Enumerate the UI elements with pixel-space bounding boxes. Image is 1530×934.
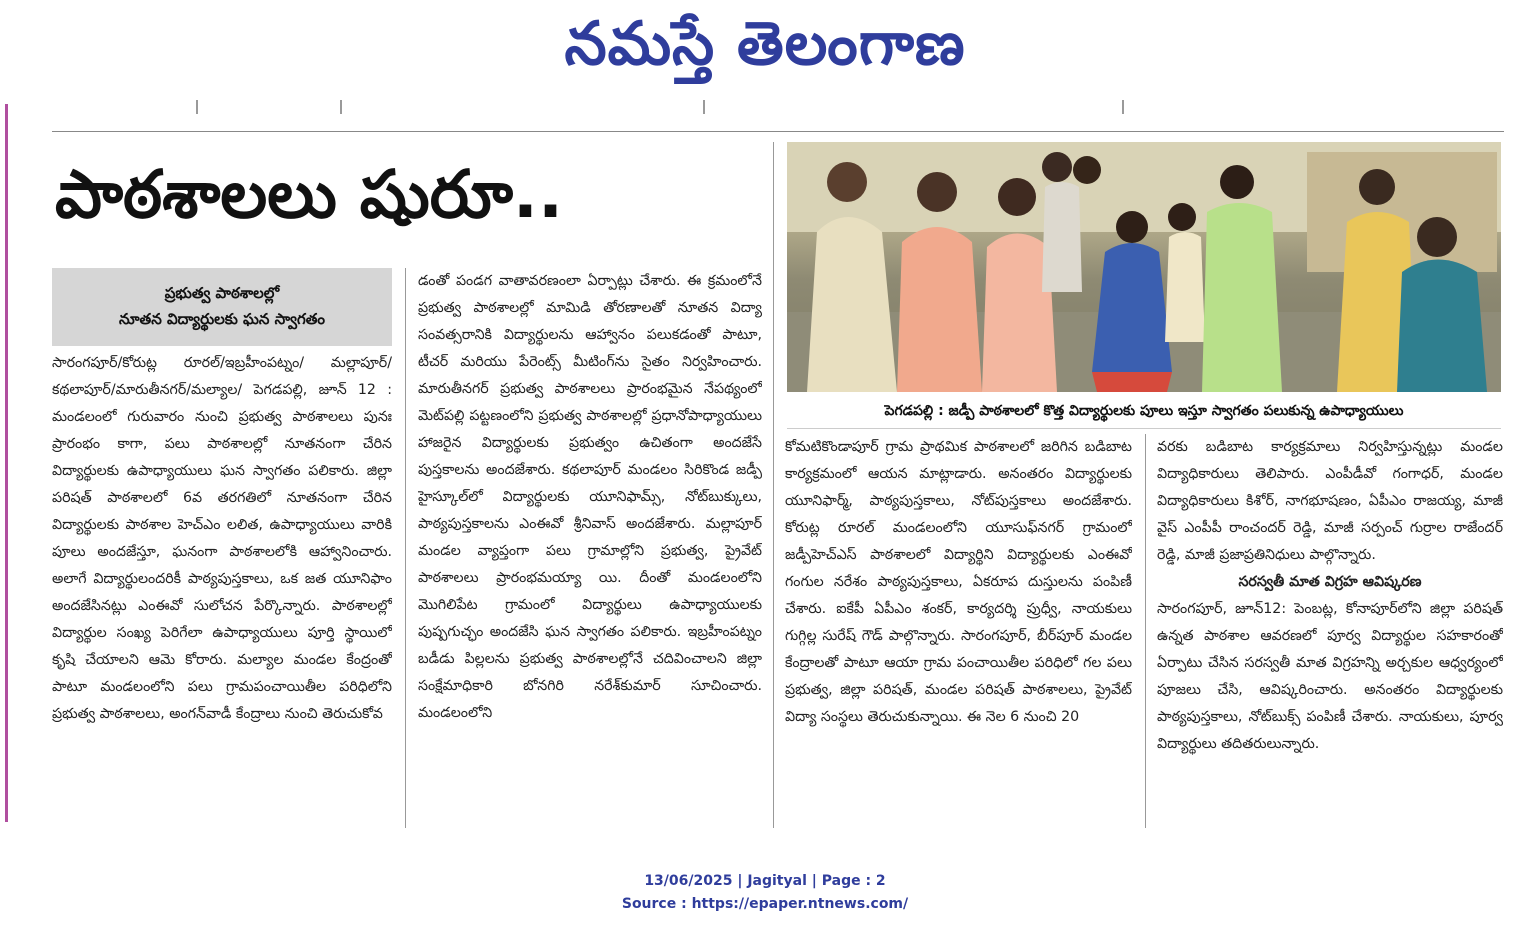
article-column-3 <box>785 434 1132 830</box>
article-column-2 <box>418 268 762 830</box>
column-divider <box>773 142 774 828</box>
deck-line: ప్రభుత్వ పాఠశాలల్లో <box>164 284 280 302</box>
article-column-1 <box>52 350 392 830</box>
column-divider <box>1145 434 1146 828</box>
top-divider-tick <box>340 100 342 114</box>
footer-edition-info: 13/06/2025 | Jagityal | Page : 2 <box>644 873 886 889</box>
newspaper-masthead: నమస్తే తెలంగాణ <box>564 9 966 79</box>
photo-illustration <box>787 142 1501 392</box>
column-text: సారంగపూర్, జూన్12: పెంబట్ల, కోనాపూర్‌లోని జిల్లా పరిషత్ ఉన్నత పాఠశాల ఆవరణలో పూర్వ విద్యార్థుల సహకారంతో ఏర్పాటు చేసిన సరస్వతీ మాత విగ్రహన్ని అర్చకుల ఆధ్వర్యంలో పూజలు చేసి, ఆవిష్కరించారు. అనంతరం విద్యార్థులకు పాఠ్యపుస్తకాలు, నోట్‌బుక్స్ పంపిణీ చేశారు. నాయకులు, పూర్వ విద్యార్థులు తదితరులున్నారు. <box>1157 601 1503 752</box>
column-text: సారంగపూర్/కోరుట్ల రూరల్/ఇబ్రహీంపట్నం/ మల్లాపూర్/కథలాపూర్/మారుతీనగర్/మల్యాల/ పెగడపల్లి, జూన్ 12 : మండలంలో గురువారం నుంచి ప్రభుత్వ పాఠశాలలు పునః ప్రారంభం కాగా, పలు పాఠశాలల్లో నూతనంగా చేరిన విద్యార్థులకు ఉపాధ్యాయులు ఘన స్వాగతం పలికారు. జిల్లా పరిషత్ పాఠశాలలో 6వ తరగతిలో నూతనంగా చేరిన విద్యార్థులకు పాఠశాల హెచ్ఎం లలిత, ఉపాధ్యాయులు వారికి పూలు అందజేస్తూ, ఘనంగా పాఠశాలలోకి ఆహ్వానించారు. అలాగే విద్యార్థులందరికీ పాఠ్యపుస్తకాలు, ఒక జత యూనిఫాం అందజేసినట్లు ఎంఈవో సులోచన పేర్కొన్నారు. పాఠశాలల్లో విద్యార్థుల సంఖ్య పెరిగేలా ఉపాధ్యాయులు పూర్తి స్థాయిలో కృషి చేయాలని ఆమె కోరారు. మల్యాల మండల కేంద్రంతో పాటూ మండలంలోని పలు గ్రామపంచాయితీల పరిధిలోని ప్రభుత్వ పాఠశాలలు, అంగన్‌వాడీ కేంద్రాలు నుంచి తెరుచుకోవ <box>52 355 392 722</box>
header-rule <box>52 131 1504 132</box>
article-deck <box>52 268 392 346</box>
left-margin-rule <box>5 104 8 822</box>
top-divider-tick <box>703 100 705 114</box>
article-headline: పాఠశాలలు షురూ.. <box>55 156 564 233</box>
column-text: డంతో పండగ వాతావరణంలా ఏర్పాట్లు చేశారు. ఈ క్రమంలోనే ప్రభుత్వ పాఠశాలల్లో మామిడి తోరణాలతో నూతన విద్యా సంవత్సరానికి విద్యార్థులను ఆహ్వానం పలుకడంతో పాటూ, టీచర్ మరియు పేరెంట్స్ మీటింగ్‌ను సైతం నిర్వహించారు. మారుతీనగర్ ప్రభుత్వ పాఠశాలలు ప్రారంభమైన నేపథ్యంలో మెట్‌పల్లి పట్టణంలోని ప్రభుత్వ పాఠశాలల్లో ప్రధానోపాధ్యాయులు హాజరైన విద్యార్థులకు ప్రభుత్వం ఉచితంగా అందజేసే పుస్తకాలను అందజేశారు. కథలాపూర్ మండలం సిరికొండ జడ్పీ హైస్కూల్‌లో విద్యార్థులకు యూనిఫామ్స్, నోట్‌బుక్కులు, పాఠ్యపుస్తకాలను ఎంఈవో శ్రీనివాస్ అందజేశారు. మల్లాపూర్ మండల వ్యాప్తంగా పలు గ్రామాల్లోని ప్రభుత్వ, ప్రైవేట్ పాఠశాలలు ప్రారంభమయ్యా యి. దీంతో మండలంలోని మొగిలిపేట గ్రామంలో విద్యార్థులు ఉపాధ్యాయులకు పుష్పగుచ్ఛం అందజేసి ఘన స్వాగతం పలికారు. ఇబ్రహీంపట్నం బడీడు పిల్లలను ప్రభుత్వ పాఠశాలల్లోనే చదివించాలని జిల్లా సంక్షేమాధికారి బోనగిరి నరేశ్‌కుమార్ సూచించారు. మండలంలోని <box>418 273 762 721</box>
article-column-4 <box>1157 434 1503 830</box>
column-divider <box>405 268 406 828</box>
column-text: వరకు బడిబాట కార్యక్రమాలు నిర్వహిస్తున్నట్లు మండల విద్యాధికారులు తెలిపారు. ఎంపీడీవో గంగాధర్, మండల విద్యాధికారులు కిశోర్, నాగభూషణం, ఏపీఎం రాజయ్య, మాజీ వైస్ ఎంపీపీ రాంచందర్ రెడ్డి, మాజీ సర్పంచ్ గుర్రాల రాజేందర్ రెడ్డి, మాజీ ప్రజాప్రతినిధులు పాల్గొన్నారు. <box>1157 439 1503 563</box>
top-divider-tick <box>196 100 198 114</box>
photo-caption: పెగడపల్లి : జడ్పీ పాఠశాలలో కొత్త విద్యార్థులకు పూలు ఇస్తూ స్వాగతం పలుకున్న ఉపాధ్యాయులు <box>787 396 1501 429</box>
top-divider-tick <box>1122 100 1124 114</box>
deck-line: నూతన విద్యార్థులకు ఘన స్వాగతం <box>118 310 326 328</box>
article-photo <box>787 142 1501 392</box>
section-subhead: సరస్వతీ మాత విగ్రహ ఆవిష్కరణ <box>1238 574 1422 590</box>
column-text: కోమటికొండాపూర్ గ్రామ ప్రాథమిక పాఠశాలలో జరిగిన బడిబాట కార్యక్రమంలో ఆయన మాట్లాడారు. అనంతరం విద్యార్థులకు యూనిఫార్మ్, పాఠ్యపుస్తకాలు, నోట్‌పుస్తకాలు అందజేశారు. కోరుట్ల రూరల్ మండలంలోని యూసుఫ్‌నగర్ గ్రామంలో జడ్పీహెచ్‌ఎస్ పాఠశాలలో విద్యార్థిని విద్యార్థులకు ఎంఈవో గంగుల నరేశం పాఠ్యపుస్తకాలు, ఏకరూప దుస్తులను పంపిణీ చేశారు. ఐకేపీ ఏపీఎం శంకర్, కార్యదర్శి ప్రుధ్వీ, నాయకులు గుగ్గిల్ల సురేష్ గౌడ్ పాల్గొన్నారు. సారంగపూర్, బీర్‌పూర్ మండల కేంద్రాలతో పాటూ ఆయా గ్రామ పంచాయితీల పరిధిలో గల పలు ప్రభుత్వ, జిల్లా పరిషత్, మండల పరిషత్ పాఠశాలలు, ప్రైవేట్ విద్యా సంస్థలు తెరుచుకున్నాయి. ఈ నెల 6 నుంచి 20 <box>785 439 1132 725</box>
footer-source-link[interactable]: Source : https://epaper.ntnews.com/ <box>621 896 909 912</box>
